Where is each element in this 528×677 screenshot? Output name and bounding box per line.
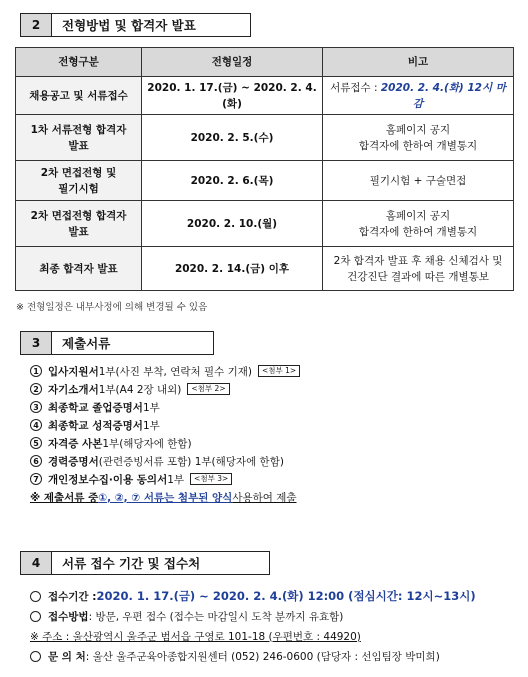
number-bullet: 2 [30,383,42,395]
application-period: 2020. 1. 17.(금) ~ 2020. 2. 4.(화) 12:00 (점심시간: 12시~13시) [96,589,476,603]
list-item: 접수방법 : 방문, 우편 접수 (접수는 마감일시 도착 분까지 유효함) [30,606,476,626]
row-category: 2차 면접전형 및 필기시험 [16,161,142,201]
number-bullet: 6 [30,455,42,467]
attachment-tag: <첨부 3> [190,473,232,485]
row-date: 2020. 2. 10.(월) [142,201,323,247]
list-item: 1 입사지원서 1부(사진 부착, 연락처 필수 기재) <첨부 1> [30,362,300,380]
col-header-note: 비고 [323,48,514,77]
table-row [16,201,514,247]
schedule-table [15,47,514,291]
number-bullet: 1 [30,365,42,377]
attachment-tag: <첨부 2> [187,383,229,395]
row-date: 2020. 1. 17.(금) ~ 2020. 2. 4.(화) [142,77,323,115]
row-category: 채용공고 및 서류접수 [16,77,142,115]
table-row [16,115,514,161]
table-header-row [16,48,514,77]
circle-bullet-icon [30,611,41,622]
row-date: 2020. 2. 14.(금) 이후 [142,247,323,291]
required-documents-list [30,362,300,506]
list-item: 6 경력증명서 (관련증빙서류 포함) 1부(해당자에 한함) [30,452,300,470]
section-title: 전형방법 및 합격자 발표 [52,13,251,37]
table-row [16,161,514,201]
list-item: 3 최종학교 졸업증명서 1부 [30,398,300,416]
list-item: 4 최종학교 성적증명서 1부 [30,416,300,434]
table-row [16,247,514,291]
list-item [30,626,476,646]
deadline-emphasis: 2020. 2. 4.(화) 12시 마감 [380,81,506,110]
list-item: 2 자기소개서 1부(A4 2장 내외) <첨부 2> [30,380,300,398]
list-item: 7 개인정보수집·이용 동의서 1부 <첨부 3> [30,470,300,488]
section-3-header [20,331,214,355]
col-header-category: 전형구분 [16,48,142,77]
documents-notice: ※ 제출서류 중 ①, ②, ⑦ 서류는 첨부된 양식 사용하여 제출 [30,491,297,504]
application-info [30,586,476,666]
row-date: 2020. 2. 5.(수) [142,115,323,161]
number-bullet: 5 [30,437,42,449]
row-category: 1차 서류전형 합격자 발표 [16,115,142,161]
section-2-header [20,13,251,37]
circle-bullet-icon [30,591,41,602]
circle-bullet-icon [30,651,41,662]
number-bullet: 4 [30,419,42,431]
address: ※ 주소 : 울산광역시 울주군 범서읍 구영로 101-18 (우편번호 : 44920) [30,630,361,643]
number-bullet: 7 [30,473,42,485]
table-row [16,77,514,115]
list-item: 문 의 처 : 울산 울주군육아종합지원센터 (052) 246-0600 (담당자 : 선임팀장 박미희) [30,646,476,666]
row-note: 2차 합격자 발표 후 채용 신체검사 및 건강진단 결과에 따른 개별통보 [323,247,514,291]
section-number: 4 [20,551,52,575]
section-number: 2 [20,13,52,37]
row-note: 필기시험 + 구술면접 [323,161,514,201]
section-number: 3 [20,331,52,355]
row-note: 홈페이지 공지 합격자에 한하여 개별통지 [323,201,514,247]
row-note: 홈페이지 공지 합격자에 한하여 개별통지 [323,115,514,161]
col-header-date: 전형일정 [142,48,323,77]
row-category: 2차 면접전형 합격자 발표 [16,201,142,247]
section-4-header [20,551,270,575]
attachment-tag: <첨부 1> [258,365,300,377]
section-title: 서류 접수 기간 및 접수처 [52,551,270,575]
list-item: 접수기간 : 2020. 1. 17.(금) ~ 2020. 2. 4.(화) 12:00 (점심시간: 12시~13시) [30,586,476,606]
list-item: 5 자격증 사본 1부(해당자에 한함) [30,434,300,452]
number-bullet: 3 [30,401,42,413]
section-title: 제출서류 [52,331,214,355]
row-note: 서류접수 : 2020. 2. 4.(화) 12시 마감 [323,77,514,115]
schedule-footnote: ※ 전형일정은 내부사정에 의해 변경될 수 있음 [16,302,208,313]
row-category: 최종 합격자 발표 [16,247,142,291]
row-date: 2020. 2. 6.(목) [142,161,323,201]
